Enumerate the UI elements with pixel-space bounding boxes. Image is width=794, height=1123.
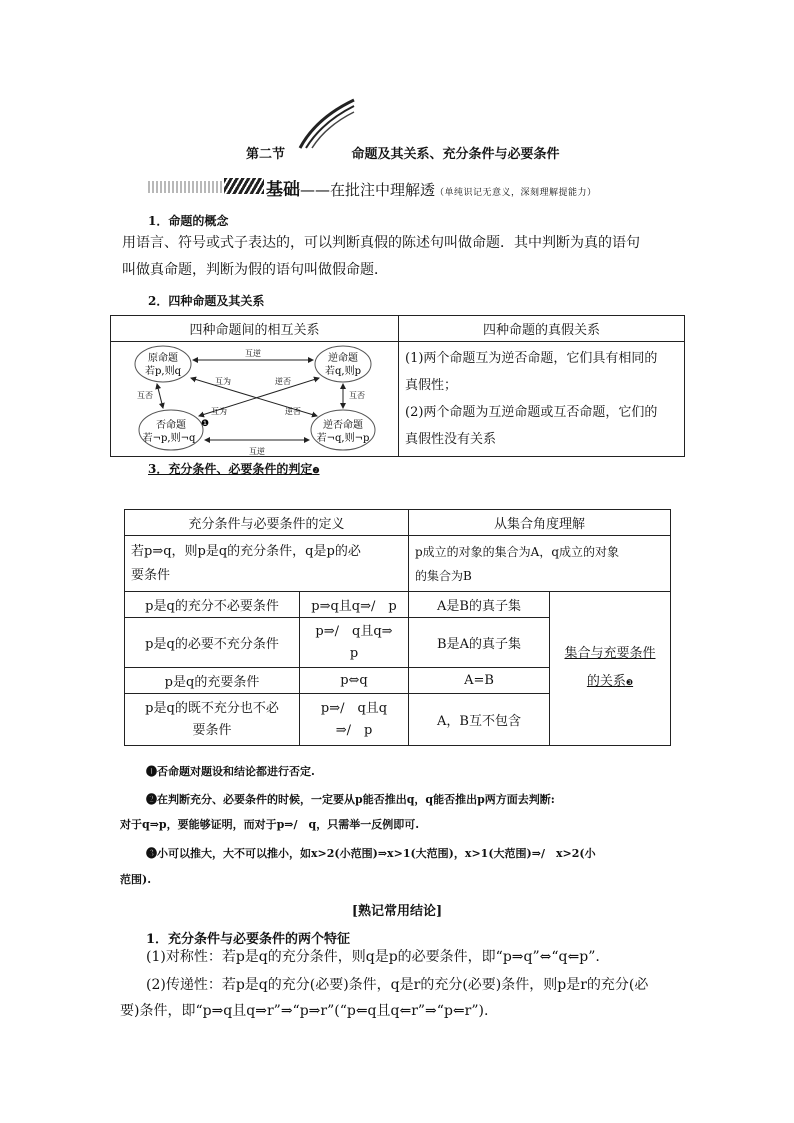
side-line1: 集合与充要条件 [564,646,656,661]
node-converse-body: 若q,则p [325,366,361,377]
relation-diagram [111,342,397,456]
side-line2: 的关系❸ [586,674,634,689]
s1-heading: 1．命题的概念 [148,214,229,228]
s2-heading: 2．四种命题及其关系 [148,294,265,308]
banner-bar [224,178,264,194]
node-contrapositive-title: 逆否命题 [323,420,363,431]
four-propositions-table [110,315,685,457]
section-number: 第二节 [246,147,286,162]
marker-1: ❶ [201,419,210,429]
row4-a1: p是q的既不充分也不必 [145,700,279,716]
truth-line3: (2)两个命题为互逆命题或互否命题，它们的 [405,405,658,420]
row4-a2: 要条件 [192,722,232,738]
note-1: ❶否命题对题设和结论都进行否定. [146,765,315,778]
row4-c: A，B互不包含 [409,694,550,746]
note-2a: ❷在判断充分、必要条件的时候，一定要从p能否推出q，q能否推出p两方面去判断: [146,793,555,806]
table-row [125,592,671,618]
h-definition: 充分条件与必要条件的定义 [125,510,409,536]
node-converse-title: 逆命题 [328,353,358,364]
col-relations: 四种命题间的相互关系 [111,316,399,342]
row2-b [300,618,409,668]
row4-b2: ⇒/ p [335,722,373,738]
row3-c: A=B [409,668,550,694]
label-negation-right: 互否 [349,391,365,400]
row2-c: B是A的真子集 [409,618,550,668]
set-line1: p成立的对象的集合为A，q成立的对象 [415,544,620,559]
banner-dots [148,181,228,193]
label-mutual-2: 互为 [211,407,227,416]
note-3a: ❸小可以推大，大不可以推小，如x>2(小范围)⇒x>1(大范围)，x>1(大范围)⇒/ x>2(小 [146,847,596,860]
common-l3: 要)条件，即“p⇒q且q⇒r”⇒“p⇒r”(“p⇐q且q⇐r”⇒“p⇐r”). [120,1003,489,1019]
row2-b2: p [349,645,359,661]
col-truth: 四种命题的真假关系 [399,316,685,342]
row4-a [125,694,300,746]
label-mutual-1: 互为 [215,377,231,386]
node-contrapositive-body: 若¬q,则¬p [316,433,370,444]
label-negation-left: 互否 [137,391,153,400]
common-heading: [熟记常用结论] [351,904,443,919]
note-2b: 对于q⇒p，要能够证明，而对于p⇒/ q，只需举一反例即可. [120,818,420,831]
h-set: 从集合角度理解 [409,510,671,536]
set-cell [409,536,671,592]
label-converse-bottom: 互逆 [249,447,265,456]
set-line2: 的集合为B [415,568,472,583]
definition-cell [125,536,409,592]
row1-b: p⇒q且q⇒/ p [300,592,409,618]
page-title [246,143,560,162]
row3-a: p是q的充要条件 [125,668,300,694]
row4-b [300,694,409,746]
side-line2-text: 的关系 [586,674,626,689]
section-topic: 命题及其关系、充分条件与必要条件 [351,147,560,162]
banner-note: （单纯识记无意义，深刻理解提能力） [435,188,597,198]
relation-diagram-cell [111,342,399,457]
truth-relation-text [399,342,685,457]
def-line1: 若p⇒q，则p是q的充分条件，q是p的必 [131,543,361,559]
common-h1: 1．充分条件与必要条件的两个特征 [146,932,351,947]
banner-main: 基础 [266,180,300,200]
label-contra-1: 逆否 [275,377,291,386]
truth-line4: 真假性没有关系 [405,432,497,447]
banner [148,175,668,199]
s3-heading: 3．充分条件、必要条件的判定❷ [148,462,320,476]
note-3b: 范围). [120,873,152,886]
row1-c: A是B的真子集 [409,592,550,618]
truth-line1: (1)两个命题互为逆否命题，它们具有相同的 [405,351,658,366]
label-converse-top: 互逆 [245,349,261,358]
s1-line1: 用语言、符号或式子表达的，可以判断真假的陈述句叫做命题．其中判断为真的语句 [122,235,640,251]
conditions-table [124,509,671,746]
row2-b1: p⇒/ q且q⇒ [315,623,393,639]
truth-line2: 真假性； [405,378,458,393]
row2-a: p是q的必要不充分条件 [125,618,300,668]
common-l1: (1)对称性：若p是q的充分条件，则q是p的必要条件，即“p⇒q”⇔“q⇐p”. [146,949,600,965]
label-contra-2: 逆否 [285,407,301,416]
row3-b: p⇔q [300,668,409,694]
node-inverse-title: 否命题 [156,420,186,431]
node-original-title: 原命题 [148,353,178,364]
node-original-body: 若p,则q [145,366,181,377]
s1-line2: 叫做真命题，判断为假的语句叫做假命题． [122,262,388,278]
banner-dash: ——在批注中理解透 [300,181,436,199]
side-cell [550,592,671,746]
def-line2: 要条件 [131,567,171,583]
s3-heading-text: 3．充分条件、必要条件的判定 [148,462,313,476]
node-inverse-body: 若¬p,则¬q [142,433,196,444]
row4-b1: p⇒/ q且q [320,700,388,716]
row1-a: p是q的充分不必要条件 [125,592,300,618]
common-l2: (2)传递性：若p是q的充分(必要)条件，q是r的充分(必要)条件，则p是r的充分(必 [146,977,649,993]
